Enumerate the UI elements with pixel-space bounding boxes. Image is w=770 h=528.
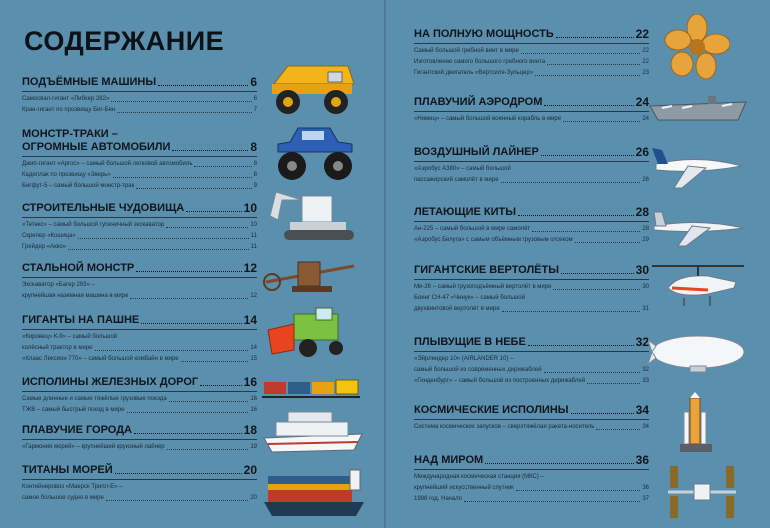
entry-dots	[111, 94, 251, 102]
entry-dots	[596, 422, 640, 430]
section-heading[interactable]	[414, 404, 649, 417]
section-heading[interactable]	[22, 314, 257, 327]
toc-section	[22, 424, 257, 453]
toc-entry[interactable]	[22, 493, 257, 504]
toc-section	[22, 314, 257, 365]
freight-train-illustration	[262, 378, 360, 400]
toc-entry[interactable]	[22, 242, 257, 253]
leader-dots	[561, 273, 634, 274]
entry-dots	[119, 332, 255, 340]
entry-dots	[535, 68, 640, 76]
entry-dots	[587, 376, 640, 384]
section-page-number: 32	[635, 335, 649, 349]
section-rule	[414, 161, 649, 162]
entry-dots	[127, 405, 249, 413]
entry-text: самый большой из современных дирижаблей	[414, 367, 542, 373]
leader-dots	[556, 37, 634, 38]
container-ship-illustration	[262, 466, 366, 522]
leader-dots	[528, 345, 634, 346]
toc-section	[22, 376, 257, 416]
section-rule	[414, 43, 649, 44]
entry-text: «Гармония морей» – крупнейший круизный лайнер	[22, 444, 165, 450]
section-heading[interactable]	[414, 206, 649, 219]
toc-entry[interactable]	[22, 343, 257, 354]
entry-dots	[521, 46, 641, 54]
entry-text: «Клаас Лексион 770» – самый большой комбайн в мире	[22, 356, 179, 362]
entry-text: «Аэробус А380» – самый большой	[414, 166, 511, 172]
toc-section	[22, 128, 257, 192]
entry-text: крупнейшая наземная машина в мире	[22, 293, 129, 299]
toc-entry[interactable]	[414, 304, 649, 315]
rocket-illustration	[678, 392, 714, 454]
entry-page-number: 16	[250, 407, 257, 413]
entry-text: Кадиллак по прозвищу «Зверь»	[22, 172, 111, 178]
toc-entry[interactable]	[22, 231, 257, 242]
entry-dots	[169, 394, 249, 402]
entry-dots	[78, 231, 249, 239]
entry-text: ТЖВ – самый быстрый поезд в мире	[22, 407, 125, 413]
entry-page-number: 31	[642, 306, 649, 312]
leader-dots	[141, 323, 241, 324]
entry-dots	[532, 224, 640, 232]
entry-text: пассажирский самолёт в мире	[414, 177, 499, 183]
section-rule	[22, 439, 257, 440]
section-rule	[22, 277, 257, 278]
entry-dots	[563, 114, 640, 122]
section-page-number: 6	[250, 75, 257, 89]
section-heading[interactable]	[22, 376, 257, 389]
entry-text: Система космических запусков – сверхтяжёлая ракета-носитель	[414, 424, 595, 430]
section-rule	[414, 221, 649, 222]
entry-text: Ми-26 – самый грузоподъёмный вертолёт в мире	[414, 284, 552, 290]
toc-entry[interactable]	[414, 114, 649, 125]
entry-dots	[544, 365, 641, 373]
entry-dots	[106, 493, 248, 501]
entry-page-number: 15	[250, 356, 257, 362]
section-heading[interactable]	[414, 28, 649, 41]
entry-text: Международная космическая станция (МКС) –	[414, 474, 544, 480]
entry-page-number: 20	[250, 495, 257, 501]
entry-dots	[194, 159, 251, 167]
entry-dots	[516, 354, 648, 362]
leader-dots	[200, 385, 242, 386]
section-title: ЛЕТАЮЩИЕ КИТЫ	[414, 206, 516, 218]
section-heading[interactable]	[22, 262, 257, 275]
toc-entry[interactable]	[22, 181, 257, 192]
monster-truck-illustration	[272, 120, 358, 182]
entry-page-number: 34	[642, 424, 649, 430]
section-page-number: 10	[243, 201, 257, 215]
section-rule	[22, 479, 257, 480]
entry-text: двухвинтовой вертолёт в мире	[414, 306, 500, 312]
section-page-number: 12	[243, 261, 257, 275]
section-title: ПЛАВУЧИЕ ГОРОДА	[22, 424, 132, 436]
dump-truck-illustration	[268, 58, 356, 116]
section-heading[interactable]	[22, 141, 257, 154]
entry-page-number: 29	[642, 237, 649, 243]
leader-dots	[541, 155, 634, 156]
entry-page-number: 28	[642, 226, 649, 232]
entry-page-number: 9	[253, 183, 257, 189]
entry-page-number: 7	[253, 107, 257, 113]
entry-page-number: 36	[642, 485, 649, 491]
section-title: НАД МИРОМ	[414, 454, 484, 466]
section-rule	[22, 156, 257, 157]
toc-section	[414, 404, 649, 433]
section-heading[interactable]	[414, 96, 649, 109]
entry-text: Экскаватор «Багер 293» –	[22, 282, 95, 288]
toc-entry[interactable]	[414, 224, 649, 235]
an-225-illustration	[648, 200, 748, 250]
page-title: СОДЕРЖАНИЕ	[24, 26, 225, 56]
airship-illustration	[648, 332, 750, 380]
entry-text: самое большое судно в мире	[22, 495, 104, 501]
toc-section	[22, 262, 257, 302]
section-page-number: 16	[243, 375, 257, 389]
entry-page-number: 19	[250, 444, 257, 450]
toc-entry[interactable]	[414, 68, 649, 79]
entry-text: «Тетекс» – самый большой гусеничный экскаватор	[22, 222, 165, 228]
toc-entry[interactable]	[414, 57, 649, 68]
section-page-number: 26	[635, 145, 649, 159]
space-station-illustration	[664, 462, 740, 524]
entry-text: Ан-225 – самый большой в мире самолёт	[414, 226, 531, 232]
toc-entry[interactable]	[22, 280, 257, 291]
entry-dots	[68, 242, 249, 250]
leader-dots	[172, 150, 248, 151]
section-rule	[22, 217, 257, 218]
leader-dots	[134, 433, 242, 434]
entry-dots	[167, 442, 249, 450]
section-rule	[22, 391, 257, 392]
section-rule	[22, 329, 257, 330]
section-heading[interactable]	[414, 146, 649, 159]
propeller-illustration	[664, 14, 730, 80]
entry-text: Скрепер «Кошица»	[22, 233, 76, 239]
section-title: ТИТАНЫ МОРЕЙ	[22, 464, 113, 476]
entry-page-number: 37	[642, 496, 649, 502]
section-heading[interactable]	[414, 454, 649, 467]
aircraft-carrier-illustration	[648, 92, 748, 126]
entry-page-number: 6	[253, 96, 257, 102]
toc-entry[interactable]	[414, 164, 649, 175]
toc-entry[interactable]	[414, 175, 649, 186]
entry-page-number: 14	[250, 345, 257, 351]
toc-entry[interactable]	[414, 376, 649, 387]
entry-dots	[547, 57, 640, 65]
entry-dots	[136, 181, 251, 189]
entry-page-number: 16	[250, 396, 257, 402]
section-title: ПЛАВУЧИЙ АЭРОДРОМ	[414, 96, 543, 108]
section-heading[interactable]	[414, 264, 649, 277]
entry-dots	[553, 282, 640, 290]
section-page-number: 28	[635, 205, 649, 219]
toc-section	[414, 206, 649, 246]
section-rule	[414, 279, 649, 280]
toc-section	[414, 96, 649, 125]
entry-text: Изготовление самого большого гребного винта	[414, 59, 546, 65]
toc-section	[414, 146, 649, 186]
entry-dots	[575, 235, 641, 243]
toc-entry[interactable]	[414, 494, 649, 505]
toc-entry[interactable]	[414, 483, 649, 494]
toc-entry[interactable]	[414, 422, 649, 433]
toc-entry[interactable]	[22, 94, 257, 105]
entry-text: «Нимиц» – самый большой военный корабль в мире	[414, 116, 562, 122]
toc-entry[interactable]	[22, 394, 257, 405]
toc-section	[22, 464, 257, 504]
entry-text: Боинг СН-47 «Чинук» – самый большой	[414, 295, 525, 301]
entry-page-number: 11	[250, 233, 257, 239]
toc-entry[interactable]	[414, 365, 649, 376]
leader-dots	[544, 105, 633, 106]
section-title: НА ПОЛНУЮ МОЩНОСТЬ	[414, 28, 554, 40]
section-title: КОСМИЧЕСКИЕ ИСПОЛИНЫ	[414, 404, 569, 416]
helicopter-illustration	[648, 258, 748, 312]
leader-dots	[571, 413, 634, 414]
entry-page-number: 22	[642, 48, 649, 54]
section-heading[interactable]	[22, 464, 257, 477]
entry-text: Бигфут-5 – самый большой монстр-трак	[22, 183, 135, 189]
section-heading[interactable]	[22, 76, 257, 89]
entry-text: Джип-гигант «Аргос» – самый большой легковой автомобиль	[22, 161, 193, 167]
toc-entry[interactable]	[414, 472, 649, 483]
section-rule	[414, 419, 649, 420]
entry-text: крупнейший искусственный спутник	[414, 485, 514, 491]
entry-text: колёсный трактор в мире	[22, 345, 93, 351]
section-title: ПЛЫВУЩИЕ В НЕБЕ	[414, 336, 526, 348]
toc-entry[interactable]	[22, 442, 257, 453]
entry-text: Самосвал-гигант «Либхер 282»	[22, 96, 110, 102]
toc-entry[interactable]	[414, 46, 649, 57]
entry-text: 1998 год. Начало	[414, 496, 463, 502]
entry-dots	[97, 280, 255, 288]
leader-dots	[115, 473, 242, 474]
toc-entry[interactable]	[414, 282, 649, 293]
entry-page-number: 22	[642, 59, 649, 65]
section-page-number: 22	[635, 27, 649, 41]
entry-dots	[501, 175, 641, 183]
airbus-a380-illustration	[648, 140, 748, 192]
leader-dots	[518, 215, 634, 216]
entry-page-number: 30	[642, 284, 649, 290]
leader-dots	[186, 211, 241, 212]
entry-dots	[166, 220, 248, 228]
bucket-wheel-excavator-illustration	[262, 252, 358, 298]
toc-section	[414, 454, 649, 505]
entry-text: Грейдер «Акко»	[22, 244, 67, 250]
entry-page-number: 8	[253, 172, 257, 178]
section-heading[interactable]	[22, 202, 257, 215]
entry-dots	[516, 483, 641, 491]
section-page-number: 36	[635, 453, 649, 467]
toc-entry[interactable]	[22, 220, 257, 231]
section-rule	[414, 111, 649, 112]
section-page-number: 18	[243, 423, 257, 437]
entry-dots	[502, 304, 641, 312]
toc-entry[interactable]	[414, 354, 649, 365]
entry-text: «Эйрлендер 10» (AIRLANDER 10) –	[414, 356, 514, 362]
entry-text: «Гинденбург» – самый большой из построенных дирижаблей	[414, 378, 586, 384]
entry-page-number: 11	[250, 244, 257, 250]
entry-text: «Кировец» К-9» – самый большой	[22, 334, 118, 340]
section-page-number: 8	[250, 140, 257, 154]
section-page-number: 20	[243, 463, 257, 477]
section-rule	[414, 351, 649, 352]
section-title: СТРОИТЕЛЬНЫЕ ЧУДОВИЩА	[22, 202, 185, 214]
section-page-number: 34	[635, 403, 649, 417]
entry-page-number: 10	[250, 222, 257, 228]
leader-dots	[158, 85, 248, 86]
entry-text: Кран-гигант по прозвищу Биг-Бен	[22, 107, 116, 113]
section-title: ИСПОЛИНЫ ЖЕЛЕЗНЫХ ДОРОГ	[22, 376, 199, 388]
toc-section	[22, 76, 257, 116]
entry-text: Самые длинные и самые тяжёлые грузовые поезда	[22, 396, 167, 402]
combine-harvester-illustration	[264, 304, 358, 360]
entry-page-number: 26	[642, 177, 649, 183]
section-page-number: 30	[635, 263, 649, 277]
toc-entry[interactable]	[22, 159, 257, 170]
section-title[interactable]: МОНСТР-ТРАКИ –	[22, 128, 118, 140]
section-title: ГИГАНТЫ НА ПАШНЕ	[22, 314, 140, 326]
entry-dots	[513, 164, 647, 172]
entry-dots	[181, 354, 249, 362]
entry-text: Контейнеровоз «Маерск Трипл-Е» –	[22, 484, 123, 490]
entry-dots	[95, 343, 249, 351]
entry-page-number: 33	[642, 378, 649, 384]
entry-page-number: 24	[642, 116, 649, 122]
toc-entry[interactable]	[414, 235, 649, 246]
entry-page-number: 12	[250, 293, 257, 299]
toc-entry[interactable]	[22, 105, 257, 116]
entry-dots	[113, 170, 252, 178]
entry-page-number: 8	[253, 161, 257, 167]
section-title: ВОЗДУШНЫЙ ЛАЙНЕР	[414, 146, 539, 158]
toc-section	[414, 264, 649, 315]
section-title-line2: ОГРОМНЫЕ АВТОМОБИЛИ	[22, 141, 171, 153]
toc-entry[interactable]	[22, 482, 257, 493]
section-rule	[414, 469, 649, 470]
section-rule	[22, 91, 257, 92]
toc-section	[414, 336, 649, 387]
toc-entry[interactable]	[22, 354, 257, 365]
excavator-illustration	[262, 186, 358, 246]
section-page-number: 24	[635, 95, 649, 109]
toc-entry[interactable]	[414, 293, 649, 304]
entry-dots	[464, 494, 640, 502]
section-heading[interactable]	[22, 424, 257, 437]
toc-section	[414, 28, 649, 79]
section-heading[interactable]	[414, 336, 649, 349]
entry-dots	[130, 291, 248, 299]
entry-dots	[527, 293, 647, 301]
section-title: ГИГАНТСКИЕ ВЕРТОЛЁТЫ	[414, 264, 560, 276]
entry-dots	[546, 472, 647, 480]
entry-text: «Аэробус Белуга» с самым объёмным грузовым отсеком	[414, 237, 573, 243]
entry-text: Самый большой гребной винт в мире	[414, 48, 519, 54]
toc-section	[22, 202, 257, 253]
entry-dots	[124, 482, 255, 490]
section-page-number: 14	[243, 313, 257, 327]
entry-page-number: 23	[642, 70, 649, 76]
section-title: СТАЛЬНОЙ МОНСТР	[22, 262, 135, 274]
entry-dots	[117, 105, 251, 113]
cruise-ship-illustration	[262, 404, 366, 458]
toc-entry[interactable]	[22, 170, 257, 181]
entry-page-number: 32	[642, 367, 649, 373]
toc-entry[interactable]	[22, 291, 257, 302]
toc-entry[interactable]	[22, 332, 257, 343]
section-title: ПОДЪЁМНЫЕ МАШИНЫ	[22, 76, 157, 88]
leader-dots	[136, 271, 241, 272]
toc-entry[interactable]	[22, 405, 257, 416]
leader-dots	[485, 463, 633, 464]
entry-text: Гигантский двигатель «Вяртсиля-Зульцер»	[414, 70, 534, 76]
